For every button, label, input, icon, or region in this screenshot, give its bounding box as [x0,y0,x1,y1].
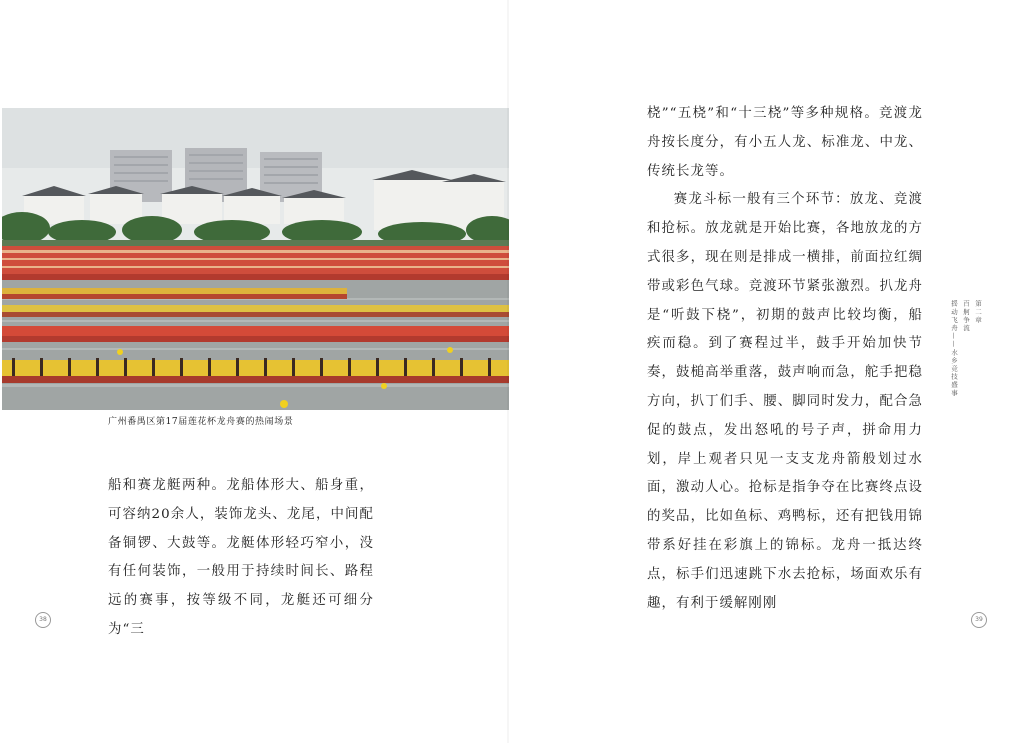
dragon-boat-race-photo [2,108,509,410]
right-body-text [647,100,923,618]
running-head [950,300,984,398]
page-number-right: 39 [971,612,987,628]
right-page [508,0,1017,743]
running-head-subtitle: 摇动飞舟——水乡竞技盛事 [950,300,958,398]
right-paragraph-2: 赛龙斗标一般有三个环节：放龙、竞渡和抢标。放龙就是开始比赛，各地放龙的方式很多，现在则是排成一横排，前面拉红绸带或彩色气球。竞渡环节紧张激烈。扒龙舟是“听鼓下桡”，初期的鼓声比较均衡，船疾而稳。到了赛程过半，鼓手开始加快节奏，鼓槌高举重落，鼓声响而急，舵手把稳方向，扒丁们手、腰、脚同时发力，配合急促的鼓点，发出怒吼的号子声，拼命用力划，岸上观者只见一支支龙舟箭般划过水面，激动人心。抢标是指争夺在比赛终点设的奖品，比如鱼标、鸡鸭标，还有把钱用锦带系好挂在彩旗上的锦标。龙舟一抵达终点，标手们迅速跳下水去抢标，场面欢乐有趣，有利于缓解刚刚 [647,192,923,611]
running-head-title: 百舸争流 [962,300,970,333]
left-body-text [108,472,374,645]
photo-caption: 广州番禺区第17届莲花杯龙舟赛的热闹场景 [108,417,294,427]
right-paragraph-1: 桡”“五桡”和“十三桡”等多种规格。竞渡龙舟按长度分，有小五人龙、标准龙、中龙、传统长龙等。 [647,106,923,179]
running-head-chapter: 第二章 [974,300,982,325]
page-number-left: 38 [35,612,51,628]
left-page [0,0,508,743]
left-paragraph: 船和赛龙艇两种。龙船体形大、船身重，可容纳20余人，装饰龙头、龙尾，中间配备铜锣、大鼓等。龙艇体形轻巧窄小，没有任何装饰，一般用于持续时间长、路程远的赛事，按等级不同，龙艇还可细分为“三 [108,478,374,637]
